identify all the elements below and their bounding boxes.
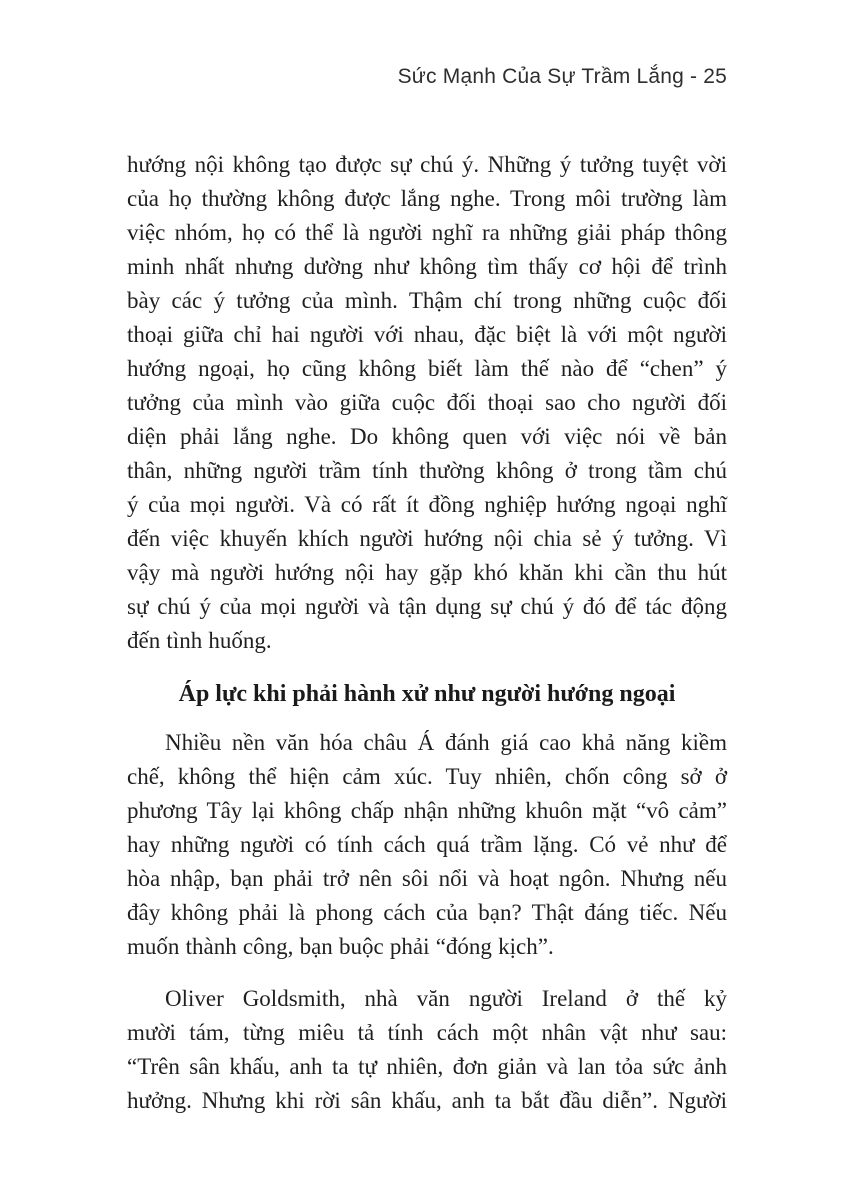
running-header: Sức Mạnh Của Sự Trầm Lắng - 25 — [397, 65, 727, 88]
text-line: đến tình huống. — [127, 628, 272, 653]
text-line: hướng nội không tạo được sự chú ý. Những ý tưởng tuyệt vời — [127, 152, 727, 177]
text-line: sự chú ý của mọi người và tận dụng sự chú ý đó để tác động — [127, 594, 727, 619]
text-line: vậy mà người hướng nội hay gặp khó khăn khi cần thu hút — [127, 560, 727, 585]
text-line: “Trên sân khấu, anh ta tự nhiên, đơn giản và lan tỏa sức ảnh — [127, 1054, 727, 1079]
text-line: hay những người có tính cách quá trầm lặng. Có vẻ như để — [127, 832, 727, 857]
text-line: thân, những người trầm tính thường không ở trong tầm chú — [127, 458, 727, 483]
paragraph — [127, 982, 727, 1118]
text-line: Oliver Goldsmith, nhà văn người Ireland ở thế kỷ — [165, 986, 727, 1011]
text-line: ý của mọi người. Và có rất ít đồng nghiệp hướng ngoại nghĩ — [127, 492, 727, 517]
text-line: Nhiều nền văn hóa châu Á đánh giá cao khả năng kiềm — [165, 730, 727, 755]
text-line: thoại giữa chỉ hai người với nhau, đặc biệt là với một người — [127, 322, 727, 347]
text-line: muốn thành công, bạn buộc phải “đóng kịch”. — [127, 934, 554, 959]
text-line: mười tám, từng miêu tả tính cách một nhân vật như sau: — [127, 1020, 727, 1045]
paragraph — [127, 148, 727, 658]
paragraph — [127, 726, 727, 964]
text-line: việc nhóm, họ có thể là người nghĩ ra những giải pháp thông — [127, 220, 727, 245]
page-content — [127, 148, 727, 1118]
text-line: đây không phải là phong cách của bạn? Thật đáng tiếc. Nếu — [127, 900, 727, 925]
section-heading: Áp lực khi phải hành xử như người hướng ngoại — [178, 681, 676, 707]
text-line: chế, không thể hiện cảm xúc. Tuy nhiên, chốn công sở ở — [127, 764, 727, 789]
text-line: đến việc khuyến khích người hướng nội chia sẻ ý tưởng. Vì — [127, 526, 727, 551]
text-line: bày các ý tưởng của mình. Thậm chí trong những cuộc đối — [127, 288, 727, 313]
text-line: hưởng. Nhưng khi rời sân khấu, anh ta bắt đầu diễn”. Người — [127, 1088, 727, 1113]
text-line: tưởng của mình vào giữa cuộc đối thoại sao cho người đối — [127, 390, 727, 415]
text-line: hòa nhập, bạn phải trở nên sôi nổi và hoạt ngôn. Nhưng nếu — [127, 866, 727, 891]
text-line: diện phải lắng nghe. Do không quen với việc nói về bản — [127, 424, 727, 449]
text-line: của họ thường không được lắng nghe. Trong môi trường làm — [127, 186, 727, 211]
text-line: phương Tây lại không chấp nhận những khuôn mặt “vô cảm” — [127, 798, 727, 823]
text-line: hướng ngoại, họ cũng không biết làm thế nào để “chen” ý — [127, 356, 727, 381]
text-line: minh nhất nhưng dường như không tìm thấy cơ hội để trình — [127, 254, 727, 279]
